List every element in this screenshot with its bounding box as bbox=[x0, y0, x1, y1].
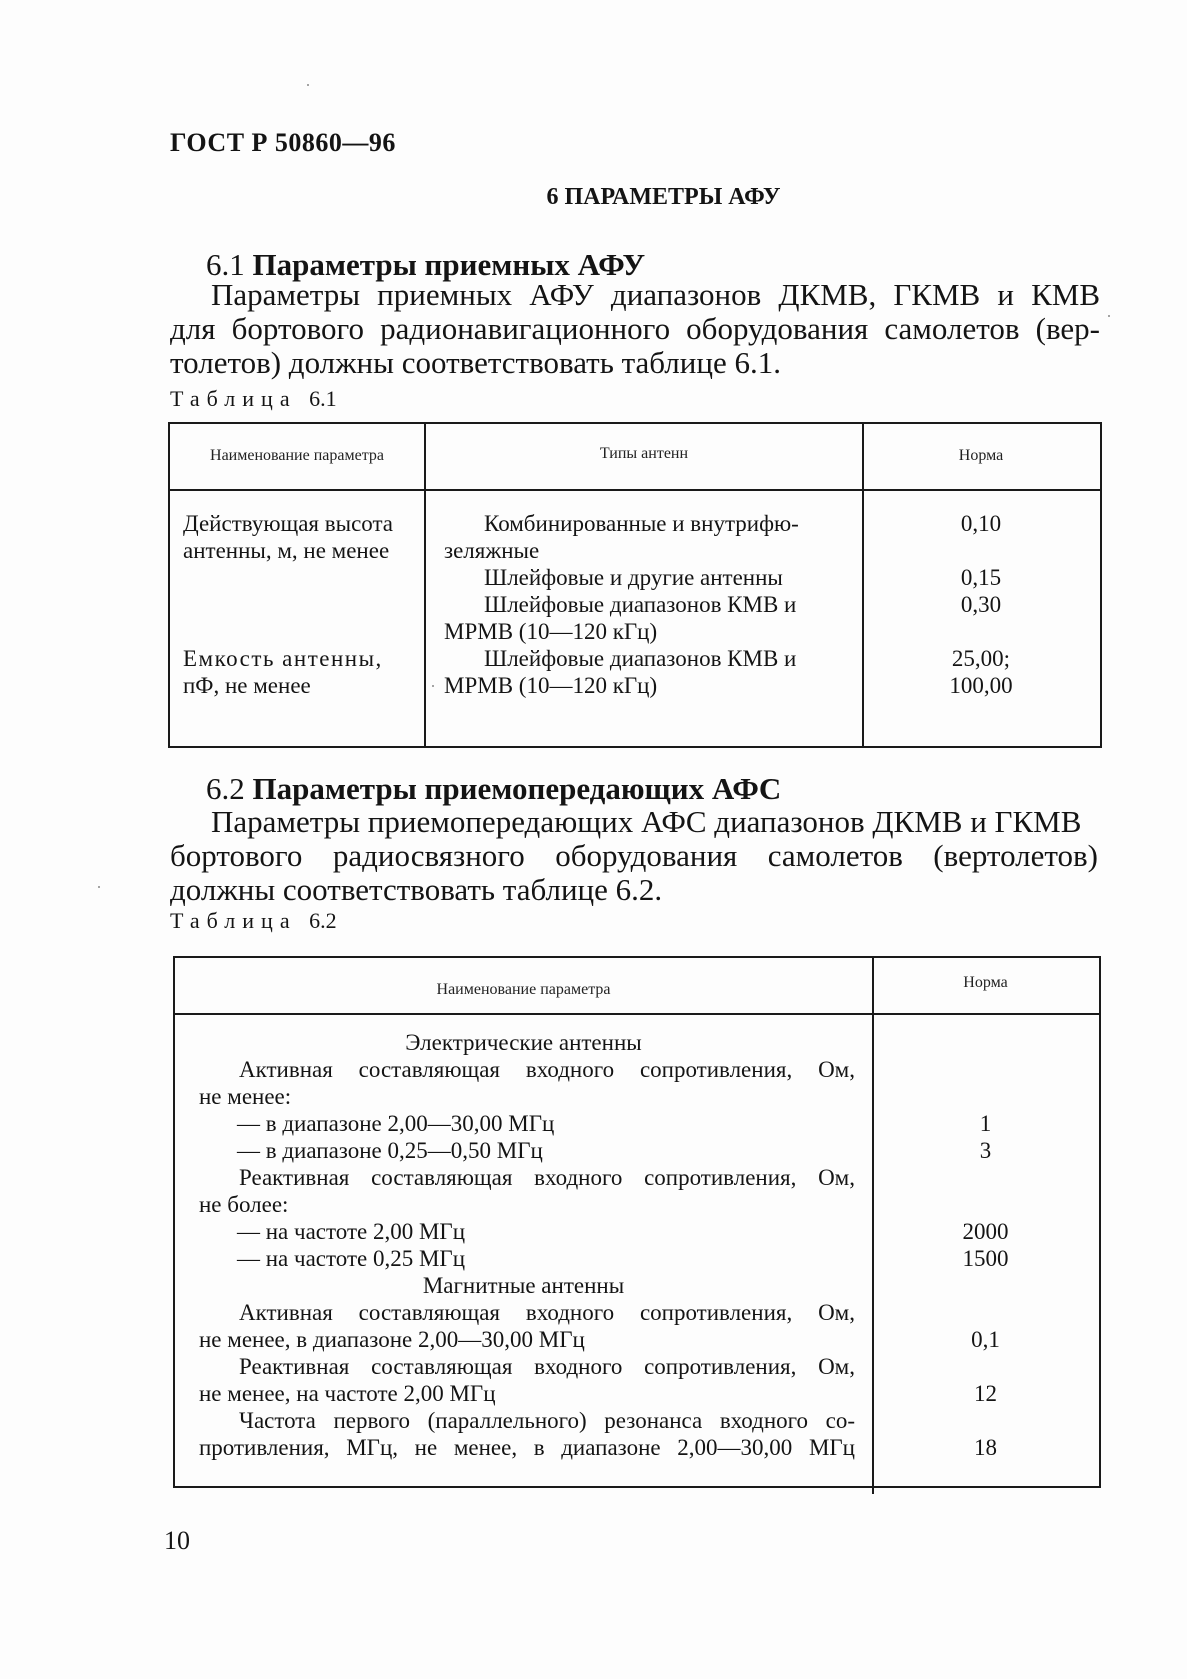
table-cell-norm: 2000 bbox=[962, 1219, 1009, 1244]
table-cell-parameter bbox=[183, 645, 383, 699]
scan-speck bbox=[1108, 315, 1110, 317]
table-cell-antenna-type bbox=[444, 645, 796, 699]
table-cell-parameter: противления, МГц, не менее, в диапазоне 2,00—30,00 МГц bbox=[199, 1435, 855, 1460]
paragraph-line: бортового радиосвязного оборудования самолетов (вертолетов) bbox=[170, 838, 1098, 873]
table-group-heading: Магнитные антенны bbox=[422, 1273, 625, 1298]
page-number: 10 bbox=[164, 1526, 190, 1555]
paragraph-line: толетов) должны соответствовать таблице 6.1. bbox=[170, 345, 781, 380]
column-header-antenna-types: Типы антенн bbox=[599, 445, 689, 462]
scan-speck bbox=[307, 84, 309, 86]
table-cell-antenna-type bbox=[444, 564, 783, 591]
table-cell-parameter: — в диапазоне 2,00—30,00 МГц bbox=[237, 1111, 555, 1136]
cell-line: Шлейфовые диапазонов КМВ и bbox=[484, 646, 797, 671]
table-cell-antenna-type bbox=[444, 510, 799, 564]
scan-speck bbox=[432, 685, 434, 687]
cell-line: 100,00 bbox=[949, 673, 1013, 698]
column-header-norm: Норма bbox=[958, 447, 1004, 464]
cell-line: 0,10 bbox=[960, 511, 1002, 536]
cell-line: 25,00; bbox=[951, 646, 1011, 671]
cell-line: Комбинированные и внутрифю- bbox=[484, 511, 799, 536]
table-6-1-caption bbox=[170, 386, 337, 412]
table-cell-parameter bbox=[183, 510, 393, 564]
paragraph-6-2 bbox=[170, 805, 1098, 907]
cell-line: 0,30 bbox=[960, 592, 1002, 617]
cell-line: Шлейфовые диапазонов КМВ и bbox=[484, 592, 797, 617]
cell-line: антенны, м, не менее bbox=[183, 538, 390, 563]
table-cell-norm: 1 bbox=[979, 1111, 992, 1136]
cell-line: МРМВ (10—120 кГц) bbox=[444, 619, 658, 644]
header-divider bbox=[173, 1013, 1099, 1015]
table-cell-norm: 3 bbox=[979, 1138, 992, 1163]
cell-line: Емкость антенны, bbox=[183, 646, 383, 671]
table-cell-parameter: не менее, в диапазоне 2,00—30,00 МГц bbox=[199, 1327, 585, 1352]
document-header: ГОСТ Р 50860—96 bbox=[170, 128, 396, 157]
paragraph-6-1 bbox=[170, 278, 1100, 380]
header-divider bbox=[168, 489, 1100, 491]
paragraph-line: должны соответствовать таблице 6.2. bbox=[170, 872, 663, 907]
paragraph-line: Параметры приемных АФУ диапазонов ДКМВ, ГКМВ и КМВ bbox=[211, 277, 1100, 312]
caption-number: 6.1 bbox=[309, 386, 337, 411]
table-cell-parameter: не менее, на частоте 2,00 МГц bbox=[199, 1381, 496, 1406]
subsection-title: Параметры приемных АФУ bbox=[252, 247, 646, 282]
table-cell-parameter: не более: bbox=[199, 1192, 289, 1217]
table-cell-norm bbox=[864, 564, 1098, 591]
subsection-6-2-heading bbox=[206, 771, 781, 807]
column-header-parameter: Наименование параметра bbox=[436, 981, 611, 998]
table-cell-norm bbox=[864, 645, 1098, 699]
table-cell-parameter: Частота первого (параллельного) резонанса входного со- bbox=[239, 1408, 855, 1433]
table-cell-norm: 0,1 bbox=[971, 1327, 1000, 1352]
paragraph-line: Параметры приемопередающих АФС диапазонов ДКМВ и ГКМВ bbox=[211, 804, 1082, 839]
table-cell-parameter: Активная составляющая входного сопротивления, Ом, bbox=[239, 1057, 855, 1082]
table-group-heading: Электрические антенны bbox=[405, 1030, 642, 1055]
caption-number: 6.2 bbox=[309, 908, 337, 933]
table-cell-antenna-type bbox=[444, 591, 796, 645]
cell-line: Действующая высота bbox=[183, 511, 394, 536]
caption-word: Таблица bbox=[170, 386, 297, 411]
table-cell-parameter: Активная составляющая входного сопротивления, Ом, bbox=[239, 1300, 855, 1325]
paragraph-line: для бортового радионавигационного оборудования самолетов (вер- bbox=[170, 311, 1100, 346]
cell-line: пФ, не менее bbox=[183, 673, 311, 698]
table-cell-norm: 18 bbox=[974, 1435, 997, 1460]
table-cell-norm: 12 bbox=[974, 1381, 997, 1406]
table-cell-parameter: Реактивная составляющая входного сопротивления, Ом, bbox=[239, 1165, 855, 1190]
subsection-title: Параметры приемопередающих АФС bbox=[252, 771, 782, 806]
scan-speck bbox=[98, 886, 100, 888]
cell-line: Шлейфовые и другие антенны bbox=[484, 565, 783, 590]
table-cell-norm bbox=[864, 510, 1098, 537]
table-cell-parameter: Реактивная составляющая входного сопротивления, Ом, bbox=[239, 1354, 855, 1379]
column-header-norm: Норма bbox=[963, 974, 1008, 991]
table-cell-norm: 1500 bbox=[962, 1246, 1009, 1271]
table-cell-parameter: — на частоте 0,25 МГц bbox=[237, 1246, 466, 1271]
column-header-parameter: Наименование параметра bbox=[210, 447, 384, 464]
section-title: 6 ПАРАМЕТРЫ АФУ bbox=[546, 184, 781, 210]
table-cell-parameter: не менее: bbox=[199, 1084, 292, 1109]
table-cell-parameter: — на частоте 2,00 МГц bbox=[237, 1219, 466, 1244]
cell-line: 0,15 bbox=[960, 565, 1002, 590]
subsection-number: 6.2 bbox=[206, 771, 245, 806]
column-divider bbox=[424, 422, 426, 746]
table-6-2-caption bbox=[170, 908, 337, 934]
subsection-number: 6.1 bbox=[206, 247, 245, 282]
cell-line: МРМВ (10—120 кГц) bbox=[444, 673, 658, 698]
table-cell-norm bbox=[864, 591, 1098, 618]
cell-line: зеляжные bbox=[444, 538, 540, 563]
table-cell-parameter: — в диапазоне 0,25—0,50 МГц bbox=[237, 1138, 543, 1163]
caption-word: Таблица bbox=[170, 908, 297, 933]
